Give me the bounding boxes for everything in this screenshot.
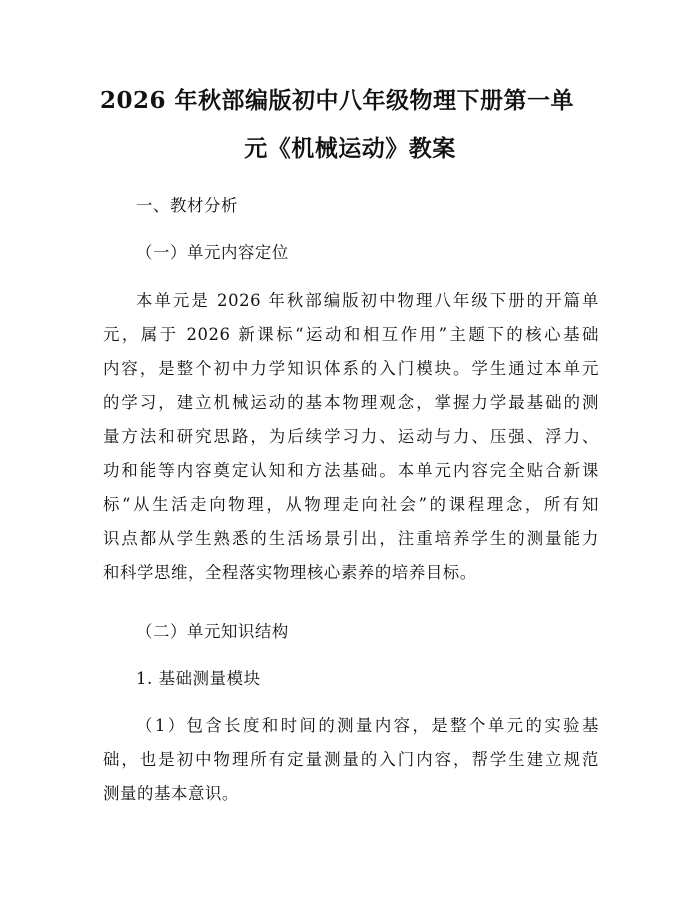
paragraph-1-line-4: 的学习，建立机械运动的基本物理观念，掌握力学最基础的测	[103, 393, 599, 412]
list-item-basic-measurement-module: 1. 基础测量模块	[136, 669, 261, 688]
paragraph-1-line-3: 内容，是整个初中力学知识体系的入门模块。学生通过本单元	[103, 359, 599, 378]
paragraph-1-line-1: 本单元是 2026 年秋部编版初中物理八年级下册的开篇单	[136, 291, 599, 310]
subsection-heading-unit-positioning: （一）单元内容定位	[136, 243, 289, 262]
paragraph-1-line-5: 量方法和研究思路，为后续学习力、运动与力、压强、浮力、	[103, 427, 599, 446]
paragraph-1-line-8: 识点都从学生熟悉的生活场景引出，注重培养学生的测量能力	[103, 529, 599, 548]
subsection-heading-knowledge-structure: （二）单元知识结构	[136, 622, 289, 641]
paragraph-1-line-7: 标“从生活走向物理，从物理走向社会”的课程理念，所有知	[103, 495, 599, 514]
section-heading-teaching-material-analysis: 一、教材分析	[136, 196, 238, 215]
document-title-line-1: 2026 年秋部编版初中八年级物理下册第一单	[100, 87, 575, 114]
paragraph-2-line-1: （1）包含长度和时间的测量内容，是整个单元的实验基	[136, 716, 599, 735]
document-title-line-2: 元《机械运动》教案	[244, 135, 456, 162]
paragraph-1-line-2: 元，属于 2026 新课标“运动和相互作用”主题下的核心基础	[103, 325, 599, 344]
paragraph-1-line-9: 和科学思维，全程落实物理核心素养的培养目标。	[103, 563, 477, 582]
paragraph-2-line-2: 础，也是初中物理所有定量测量的入门内容，帮学生建立规范	[103, 750, 599, 769]
paragraph-1-line-6: 功和能等内容奠定认知和方法基础。本单元内容完全贴合新课	[103, 461, 599, 480]
paragraph-2-line-3: 测量的基本意识。	[103, 784, 239, 803]
